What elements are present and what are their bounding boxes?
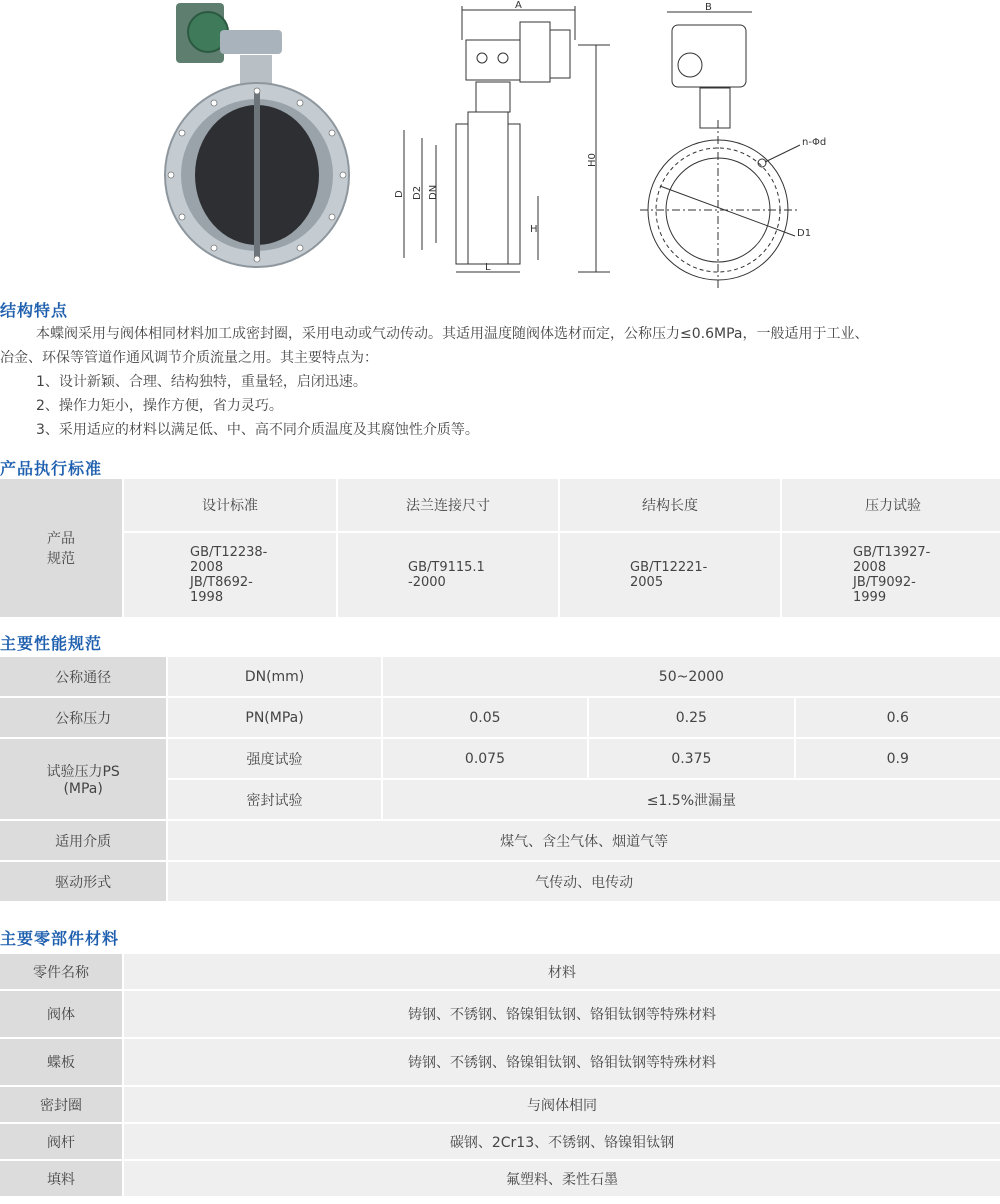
material-part: 阀体	[0, 991, 122, 1037]
material-part: 蝶板	[0, 1039, 122, 1085]
valve-drawings	[0, 0, 1000, 290]
feature-item-3: 3、采用适应的材料以满足低、中、高不同介质温度及其腐蚀性介质等。	[36, 422, 479, 438]
material-part: 填料	[0, 1161, 122, 1196]
features-text	[0, 322, 1000, 442]
perf-label-drive: 驱动形式	[0, 862, 166, 901]
feature-item-1: 1、设计新颖、合理、结构独特，重量轻，启闭迅速。	[36, 374, 367, 390]
valve-photo	[165, 3, 349, 267]
standards-table	[0, 477, 1000, 619]
perf-unit-pn: PN(MPa)	[168, 698, 380, 737]
material-part: 阀杆	[0, 1124, 122, 1159]
perf-value-medium: 煤气、含尘气体、烟道气等	[168, 821, 1000, 860]
material-value: 氟塑料、柔性石墨	[124, 1161, 1000, 1196]
perf-label-pn: 公称压力	[0, 698, 166, 737]
perf-value-pn: 0.6	[796, 698, 1000, 737]
dim-l: L	[485, 262, 491, 273]
perf-value-strength: 0.9	[796, 739, 1000, 778]
perf-label-dn: 公称通径	[0, 657, 166, 696]
dim-d1: D1	[797, 228, 812, 239]
front-view-drawing	[640, 12, 800, 290]
features-heading: 结构特点	[0, 301, 69, 320]
materials-heading: 主要零部件材料	[0, 929, 120, 948]
features-intro-line2: 冶金、环保等管道作通风调节介质流量之用。其主要特点为：	[0, 350, 378, 366]
dim-d2: D2	[412, 185, 423, 200]
perf-value-pn: 0.05	[383, 698, 587, 737]
standards-header: 结构长度	[560, 479, 780, 531]
dim-b: B	[705, 2, 712, 13]
perf-value-pn: 0.25	[589, 698, 793, 737]
material-value: 碳钢、2Cr13、不锈钢、铬镍钼钛钢	[124, 1124, 1000, 1159]
performance-table	[0, 655, 1000, 903]
perf-value-dn: 50~2000	[383, 657, 1000, 696]
perf-label-seal: 密封试验	[168, 780, 380, 819]
standards-value: GB/T9115.1-2000	[408, 560, 485, 590]
dim-n-phi-d: n-Φd	[802, 137, 827, 148]
material-value: 与阀体相同	[124, 1087, 1000, 1122]
dim-dn: DN	[428, 184, 439, 200]
standards-header: 压力试验	[782, 479, 1000, 531]
perf-label-medium: 适用介质	[0, 821, 166, 860]
perf-value-strength: 0.375	[589, 739, 793, 778]
materials-header-material: 材料	[124, 954, 1000, 989]
perf-value-drive: 气传动、电传动	[168, 862, 1000, 901]
standards-heading: 产品执行标准	[0, 459, 103, 478]
material-part: 密封圈	[0, 1087, 122, 1122]
material-value: 铸钢、不锈钢、铬镍钼钛钢、铬钼钛钢等特殊材料	[124, 1039, 1000, 1085]
standards-row-label: 产品 规范	[0, 479, 122, 617]
side-view-drawing	[404, 6, 610, 272]
perf-value-seal: ≤1.5%泄漏量	[383, 780, 1000, 819]
dim-h0: H0	[587, 153, 598, 167]
perf-unit-dn: DN(mm)	[168, 657, 380, 696]
perf-value-strength: 0.075	[383, 739, 587, 778]
materials-table	[0, 952, 1000, 1198]
materials-header-part: 零件名称	[0, 954, 122, 989]
figures-area	[0, 0, 1000, 290]
dim-a: A	[515, 0, 522, 11]
standards-header: 法兰连接尺寸	[338, 479, 558, 531]
standards-value: GB/T12221-2005	[630, 560, 708, 590]
standards-value: GB/T12238-2008 JB/T8692-1998	[190, 545, 268, 605]
perf-label-strength: 强度试验	[168, 739, 380, 778]
perf-label-ps: 试验压力PS (MPa)	[0, 739, 166, 819]
dim-h: H	[530, 224, 538, 235]
standards-header: 设计标准	[124, 479, 336, 531]
performance-heading: 主要性能规范	[0, 634, 103, 653]
material-value: 铸钢、不锈钢、铬镍钼钛钢、铬钼钛钢等特殊材料	[124, 991, 1000, 1037]
feature-item-2: 2、操作力矩小，操作方便，省力灵巧。	[36, 398, 283, 414]
standards-value: GB/T13927-2008 JB/T9092-1999	[853, 545, 931, 605]
features-intro-line1: 本蝶阀采用与阀体相同材料加工成密封圈，采用电动或气动传动。其适用温度随阀体选材而定，公称压力≤0.6MPa，一般适用于工业、	[36, 326, 869, 342]
dim-d: D	[394, 190, 405, 198]
